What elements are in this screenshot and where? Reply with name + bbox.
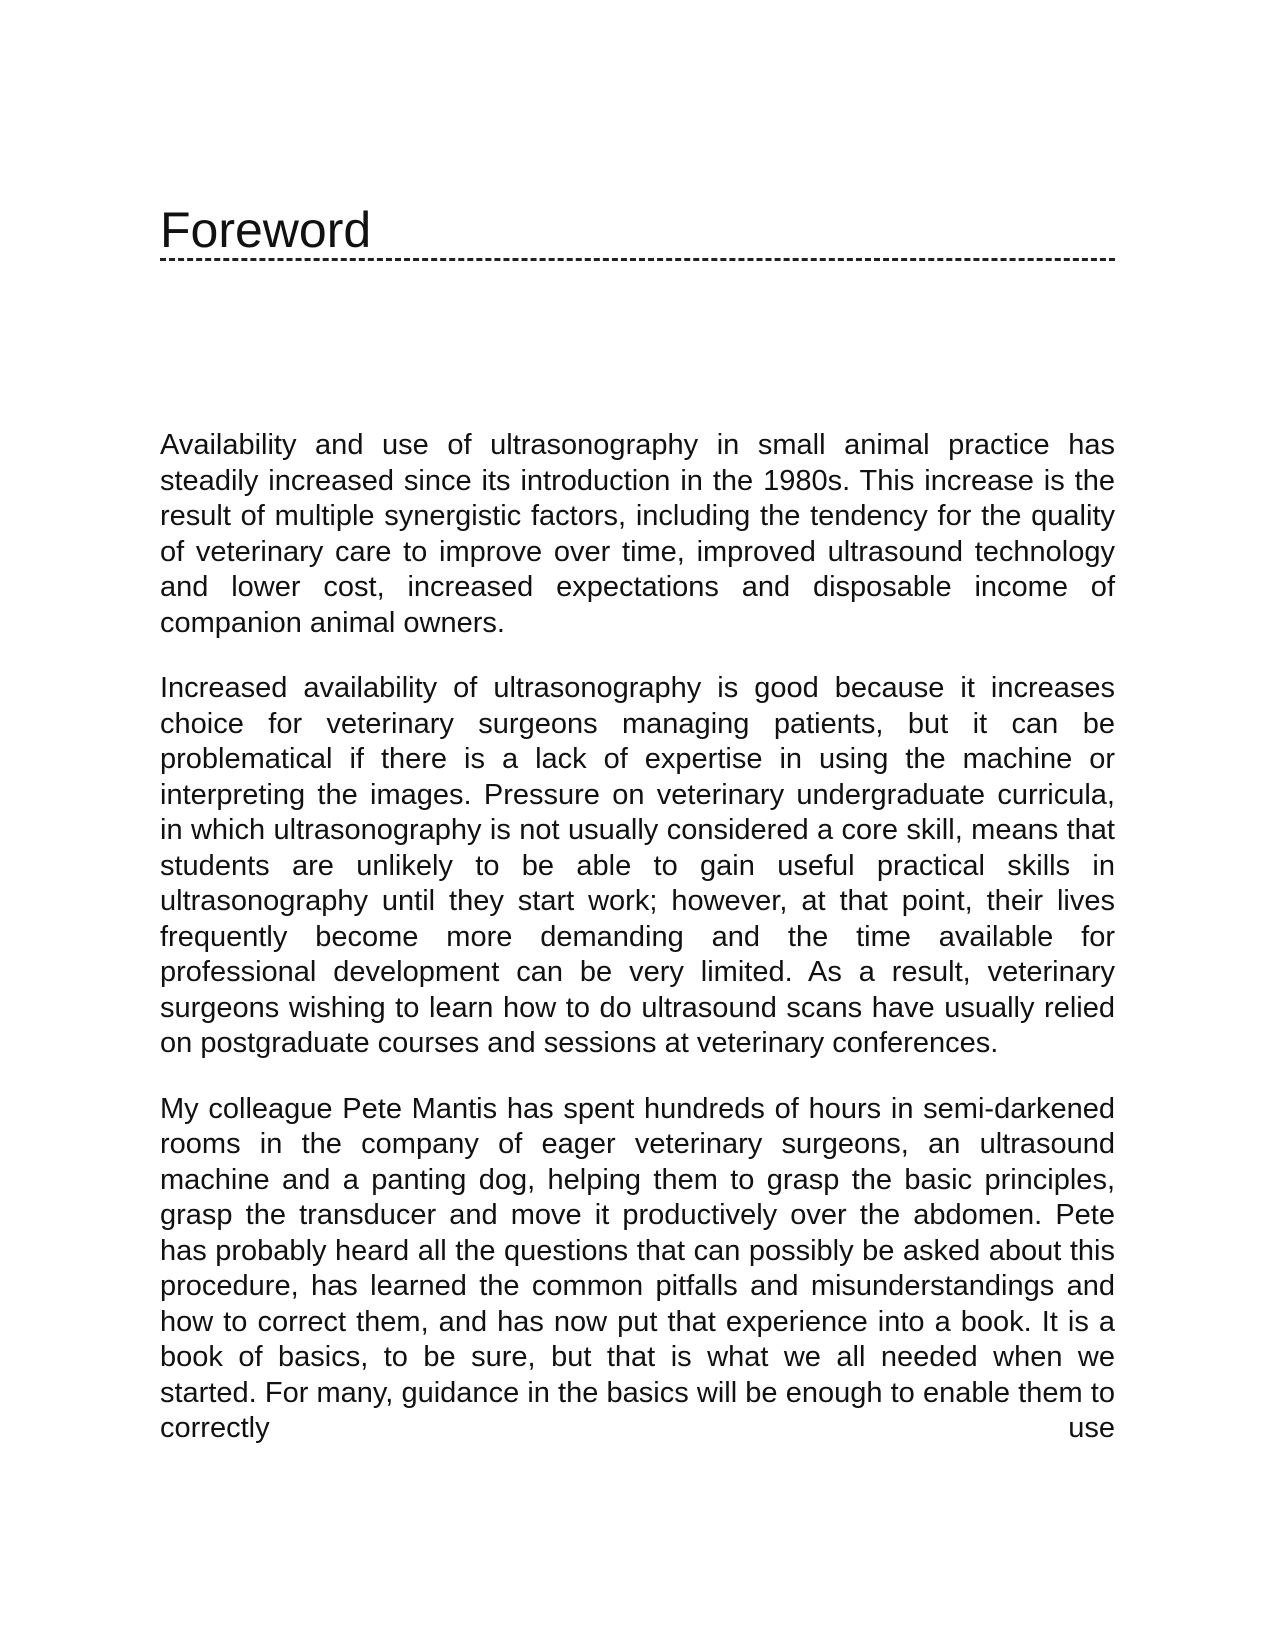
paragraph-1: Availability and use of ultrasonography in small animal practice has steadily increased since its introduction in the 1980s. This increase is the result of multiple synergistic factors, including the tendency for the quality of veterinary care to improve over time, improved ultrasound technology and lower cost, increased expectations and disposable income of companion animal owners. [160, 429, 1115, 639]
page-title: Foreword [160, 202, 372, 258]
title-divider [160, 258, 1115, 261]
paragraph-2: Increased availability of ultrasonography is good because it increases choice for veterinary surgeons managing patients, but it can be problematical if there is a lack of expertise in using the machine or interpreting the images. Pressure on veterinary undergraduate curricula, in which ultrasonography is not usually considered a core skill, means that students are unlikely to be able to gain useful practical skills in ultrasonography until they start work; however, at that point, their lives frequently become more demanding and the time available for professional development can be very limited. As a result, veterinary surgeons wishing to learn how to do ultrasound scans have usually relied on postgraduate courses and sessions at veterinary conferences. [160, 672, 1115, 1059]
body-text [160, 428, 1115, 1477]
paragraph-3: My colleague Pete Mantis has spent hundreds of hours in semi-darkened rooms in the company of eager veterinary surgeons, an ultrasound machine and a panting dog, helping them to grasp the basic principles, grasp the transducer and move it productively over the abdomen. Pete has probably heard all the questions that can possibly be asked about this procedure, has learned the common pitfalls and misunderstandings and how to correct them, and has now put that experience into a book. It is a book of basics, to be sure, but that is what we all needed when we started. For many, guidance in the basics will be enough to enable them to correctly use [160, 1092, 1115, 1444]
document-page [160, 0, 1115, 1650]
